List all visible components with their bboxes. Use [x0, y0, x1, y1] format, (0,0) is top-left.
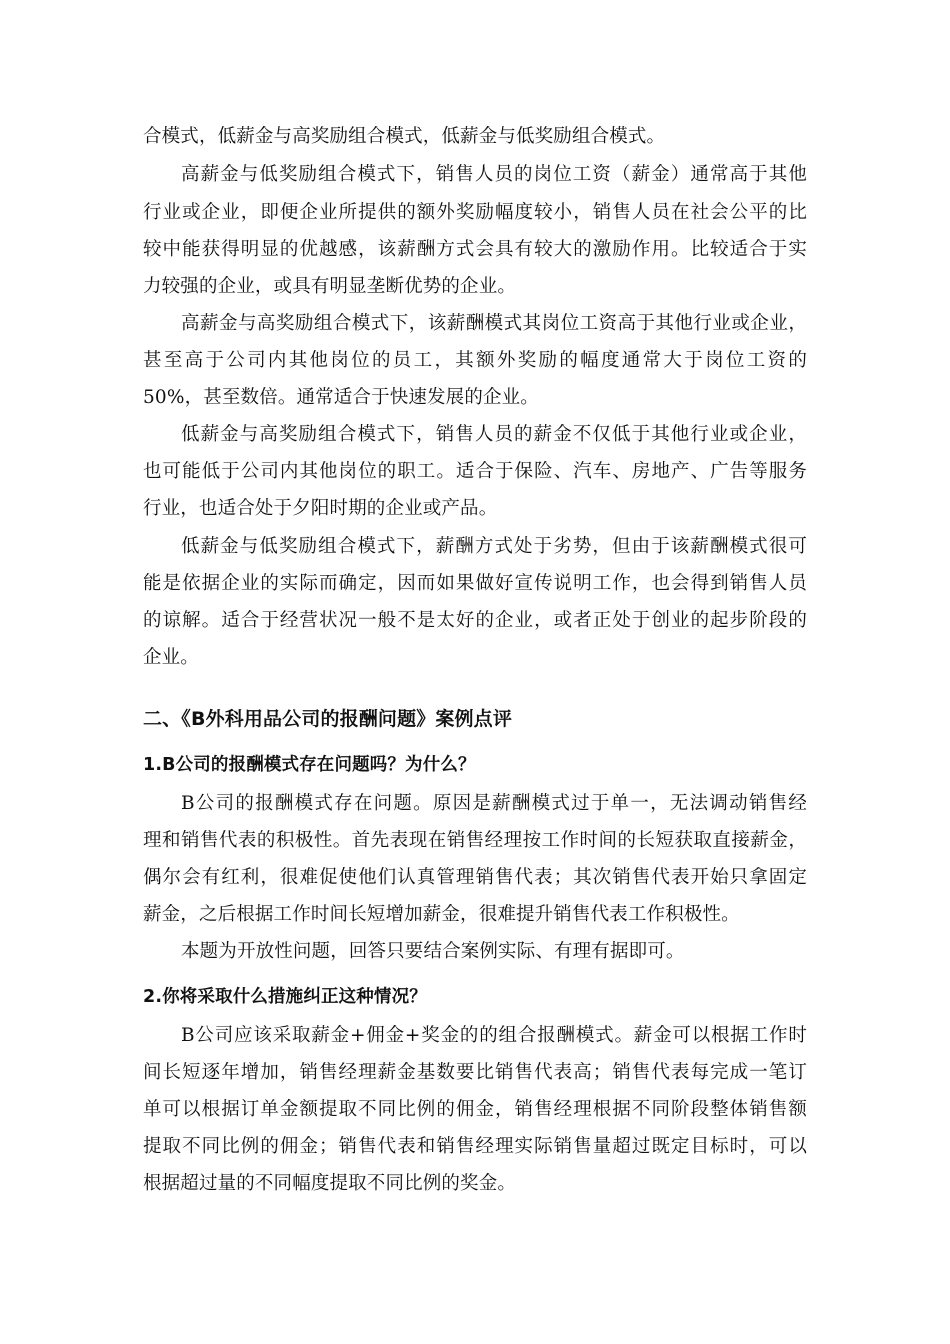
intro-line-1: 合模式，低薪金与高奖励组合模式，低薪金与低奖励组合模式。: [143, 126, 666, 147]
q1-answer-line-4: 薪金，之后根据工作时间长短增加薪金，很难提升销售代表工作积极性。: [143, 904, 740, 925]
low-low-line-1: 低薪金与低奖励组合模式下，薪酬方式处于劣势，但由于该薪酬模式很可: [181, 536, 807, 557]
high-low-line-3: 较中能获得明显的优越感，该薪酬方式会具有较大的激励作用。比较适合于实: [143, 239, 807, 260]
high-low-line-2: 行业或企业，即便企业所提供的额外奖励幅度较小，销售人员在社会公平的比: [143, 202, 807, 223]
high-high-line-1: 高薪金与高奖励组合模式下，该薪酬模式其岗位工资高于其他行业或企业，: [181, 313, 807, 334]
high-high-line-3: 50%，甚至数倍。通常适合于快速发展的企业。: [143, 387, 539, 408]
q1-answer-line-2: 理和销售代表的积极性。首先表现在销售经理按工作时间的长短获取直接薪金，: [143, 830, 807, 851]
q2-answer-line-5: 根据超过量的不同幅度提取不同比例的奖金。: [143, 1173, 517, 1194]
question-1-heading: 1.B公司的报酬模式存在问题吗？为什么？: [143, 755, 476, 775]
low-low-line-4: 企业。: [143, 647, 199, 668]
low-low-line-2: 能是依据企业的实际而确定，因而如果做好宣传说明工作，也会得到销售人员: [143, 573, 807, 594]
q1-note-line: 本题为开放性问题，回答只要结合案例实际、有理有据即可。: [181, 941, 685, 962]
question-2-heading: 2.你将采取什么措施纠正这种情况？: [143, 987, 427, 1007]
high-high-line-2: 甚至高于公司内其他岗位的员工，其额外奖励的幅度通常大于岗位工资的: [143, 350, 807, 371]
q2-answer-line-4: 提取不同比例的佣金；销售代表和销售经理实际销售量超过既定目标时，可以: [143, 1136, 807, 1157]
q2-answer-line-2: 间长短逐年增加，销售经理薪金基数要比销售代表高；销售代表每完成一笔订: [143, 1062, 807, 1083]
high-low-line-1: 高薪金与低奖励组合模式下，销售人员的岗位工资（薪金）通常高于其他: [181, 164, 807, 185]
q1-answer-line-3: 偶尔会有红利，很难促使他们认真管理销售代表；其次销售代表开始只拿固定: [143, 867, 807, 888]
q2-answer-line-1: B公司应该采取薪金+佣金+奖金的的组合报酬模式。薪金可以根据工作时: [181, 1025, 807, 1046]
section-heading: 二、《B外科用品公司的报酬问题》案例点评: [143, 708, 512, 730]
low-high-line-2: 也可能低于公司内其他岗位的职工。适合于保险、汽车、房地产、广告等服务: [143, 461, 807, 482]
low-high-line-1: 低薪金与高奖励组合模式下，销售人员的薪金不仅低于其他行业或企业，: [181, 424, 807, 445]
low-high-line-3: 行业，也适合处于夕阳时期的企业或产品。: [143, 498, 498, 519]
q2-answer-line-3: 单可以根据订单金额提取不同比例的佣金，销售经理根据不同阶段整体销售额: [143, 1099, 807, 1120]
high-low-line-4: 力较强的企业，或具有明显垄断优势的企业。: [143, 276, 517, 297]
q1-answer-line-1: B公司的报酬模式存在问题。原因是薪酬模式过于单一，无法调动销售经: [181, 793, 807, 814]
low-low-line-3: 的谅解。适合于经营状况一般不是太好的企业，或者正处于创业的起步阶段的: [143, 610, 807, 631]
